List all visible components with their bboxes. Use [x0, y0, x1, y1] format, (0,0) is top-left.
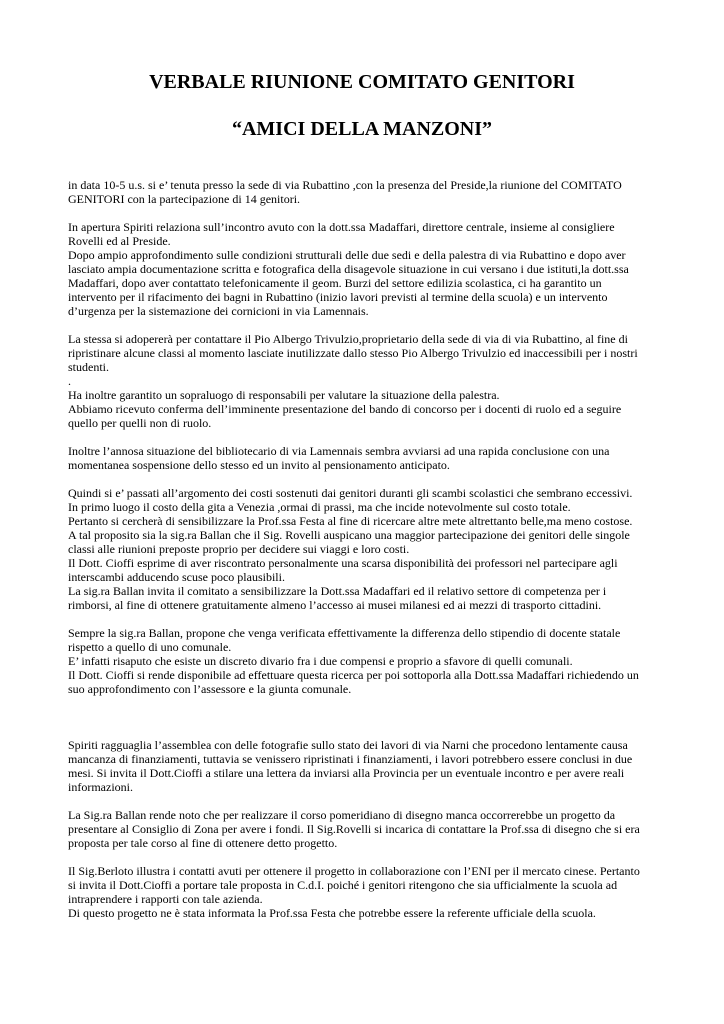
text-line: presentare al Consiglio di Zona per avere i fondi. Il Sig.Rovelli si incarica di contattare la Prof.ssa di disegno che si era — [68, 822, 640, 836]
document-subtitle: “AMICI DELLA MANZONI” — [231, 118, 493, 140]
text-line: Sempre la sig.ra Ballan, propone che venga verificata effettivamente la differenza dello stipendio di docente statale — [68, 626, 621, 640]
text-line: . — [68, 374, 71, 388]
text-line: Spiriti ragguaglia l’assemblea con delle fotografie sullo stato dei lavori di via Narni che procedono lentamente causa — [68, 738, 628, 752]
text-line: interscambi adducendo scuse poco plausibili. — [68, 570, 285, 584]
text-line: Ha inoltre garantito un sopraluogo di responsabili per valutare la situazione della palestra. — [68, 388, 500, 402]
text-line: GENITORI con la partecipazione di 14 genitori. — [68, 192, 301, 206]
text-line: Il Dott. Cioffi esprime di aver riscontrato personalmente una scarsa disponibilità dei professori nel partecipare agli — [68, 556, 618, 570]
text-line: intraprendere i rapporti con tale azienda. — [68, 892, 263, 906]
document-title: VERBALE RIUNIONE COMITATO GENITORI — [149, 71, 575, 93]
text-line: informazioni. — [68, 780, 133, 794]
text-line: Dopo ampio approfondimento sulle condizioni strutturali delle due sedi e della palestra di via Rubattino e dopo aver — [68, 248, 626, 262]
text-line: si invita il Dott.Cioffi a portare tale proposta in C.d.I. poiché i genitori ritengono che sia ufficialmente la scuola ad — [68, 878, 618, 892]
text-line: La Sig.ra Ballan rende noto che per realizzare il corso pomeridiano di disegno manca occorrerebbe un progetto da — [68, 808, 616, 822]
paragraph-meeting-date — [68, 178, 658, 206]
text-line: mancanza di finanziamenti, tuttavia se venissero ripristinati i finanziamenti, i lavori potrebbero essere conclusi in due — [68, 752, 633, 766]
text-line: E’ infatti risaputo che esiste un discreto divario fra i due compensi e proprio a sfavore di quelli comunali. — [68, 654, 573, 668]
paragraph-via-narni-works — [68, 738, 658, 794]
text-line: momentanea sospensione dello stesso ed un invito al pensionamento anticipato. — [68, 458, 450, 472]
text-line: Il Dott. Cioffi si rende disponibile ad effettuare questa ricerca per poi sottoporla alla Dott.ssa Madaffari richiedendo un — [68, 668, 639, 682]
paragraph-teacher-salary — [68, 626, 658, 696]
text-line: classi alle riunioni preposte proprio per decidere sui viaggi e loro costi. — [68, 542, 410, 556]
text-line: La stessa si adopererà per contattare il Pio Albergo Trivulzio,proprietario della sede di via di via Rubattino, al fine di — [68, 332, 628, 346]
text-line: d’urgenza per la sistemazione dei cornicioni in via Lamennais. — [68, 304, 369, 318]
text-line: quello per quelli non di ruolo. — [68, 416, 212, 430]
text-line: rimborsi, al fine di ottenere gratuitamente almeno l’accesso ai musei milanesi ed ai mezzi di trasporto cittadini. — [68, 598, 602, 612]
text-line: lasciato ampia documentazione scritta e fotografica della disagevole situazione in cui versano i due istituti,la dott.ssa — [68, 262, 629, 276]
text-line: Di questo progetto ne è stata informata la Prof.ssa Festa che potrebbe essere la referente ufficiale della scuola. — [68, 906, 596, 920]
text-line: proposta per tale corso al fine di ottenere detto progetto. — [68, 836, 338, 850]
text-line: mesi. Si invita il Dott.Cioffi a stilare una lettera da inviarsi alla Provincia per un eventuale incontro e per avere reali — [68, 766, 625, 780]
paragraph-school-exchange-costs — [68, 486, 658, 612]
text-line: A tal proposito sia la sig.ra Ballan che il Sig. Rovelli auspicano una maggior partecipazione dei genitori delle singole — [68, 528, 630, 542]
text-line: Il Sig.Berloto illustra i contatti avuti per ottenere il progetto in collaborazione con l’ENI per il mercato cinese. Pertanto — [68, 864, 640, 878]
text-line: suo approfondimento con l’assessore e la giunta comunale. — [68, 682, 352, 696]
text-line: Inoltre l’annosa situazione del bibliotecario di via Lamennais sembra avviarsi ad una rapida conclusione con una — [68, 444, 610, 458]
text-line: In apertura Spiriti relaziona sull’incontro avuto con la dott.ssa Madaffari, direttore centrale, insieme al consigliere — [68, 220, 615, 234]
text-line: in data 10-5 u.s. si e’ tenuta presso la sede di via Rubattino ,con la presenza del Preside,la riunione del COMITATO — [68, 178, 622, 192]
text-line: La sig.ra Ballan invita il comitato a sensibilizzare la Dott.ssa Madaffari ed il relativo settore di competenza per i — [68, 584, 607, 598]
paragraph-drawing-course — [68, 808, 658, 850]
paragraph-madaffari-meeting — [68, 220, 658, 318]
text-line: intervento per il rifacimento dei bagni in Rubattino (inizio lavori previsti al termine della scuola) e un intervento — [68, 290, 608, 304]
text-line: Madaffari, dopo aver contattato telefonicamente il geom. Burzi del settore edilizia scolastica, ci ha garantito un — [68, 276, 602, 290]
paragraph-pio-albergo — [68, 332, 658, 430]
paragraph-librarian — [68, 444, 658, 472]
text-line: In primo luogo il costo della gita a Venezia ,ormai di prassi, ma che incide notevolmente sul costo totale. — [68, 500, 571, 514]
text-line: Rovelli ed al Preside. — [68, 234, 171, 248]
text-line: studenti. — [68, 360, 109, 374]
document-body — [68, 178, 658, 920]
text-line: Abbiamo ricevuto conferma dell’imminente presentazione del bando di concorso per i docenti di ruolo ed a seguire — [68, 402, 622, 416]
paragraph-eni-project — [68, 864, 658, 920]
text-line: Pertanto si cercherà di sensibilizzare la Prof.ssa Festa al fine di ricercare altre mete altrettanto belle,ma meno costose. — [68, 514, 633, 528]
text-line: Quindi si e’ passati all’argomento dei costi sostenuti dai genitori duranti gli scambi scolastici che sembrano eccessivi. — [68, 486, 633, 500]
text-line: rispetto a quello di uno comunale. — [68, 640, 232, 654]
text-line: ripristinare alcune classi al momento lasciate inutilizzate dallo stesso Pio Albergo Trivulzio ed inaccessibili per i nostri — [68, 346, 638, 360]
